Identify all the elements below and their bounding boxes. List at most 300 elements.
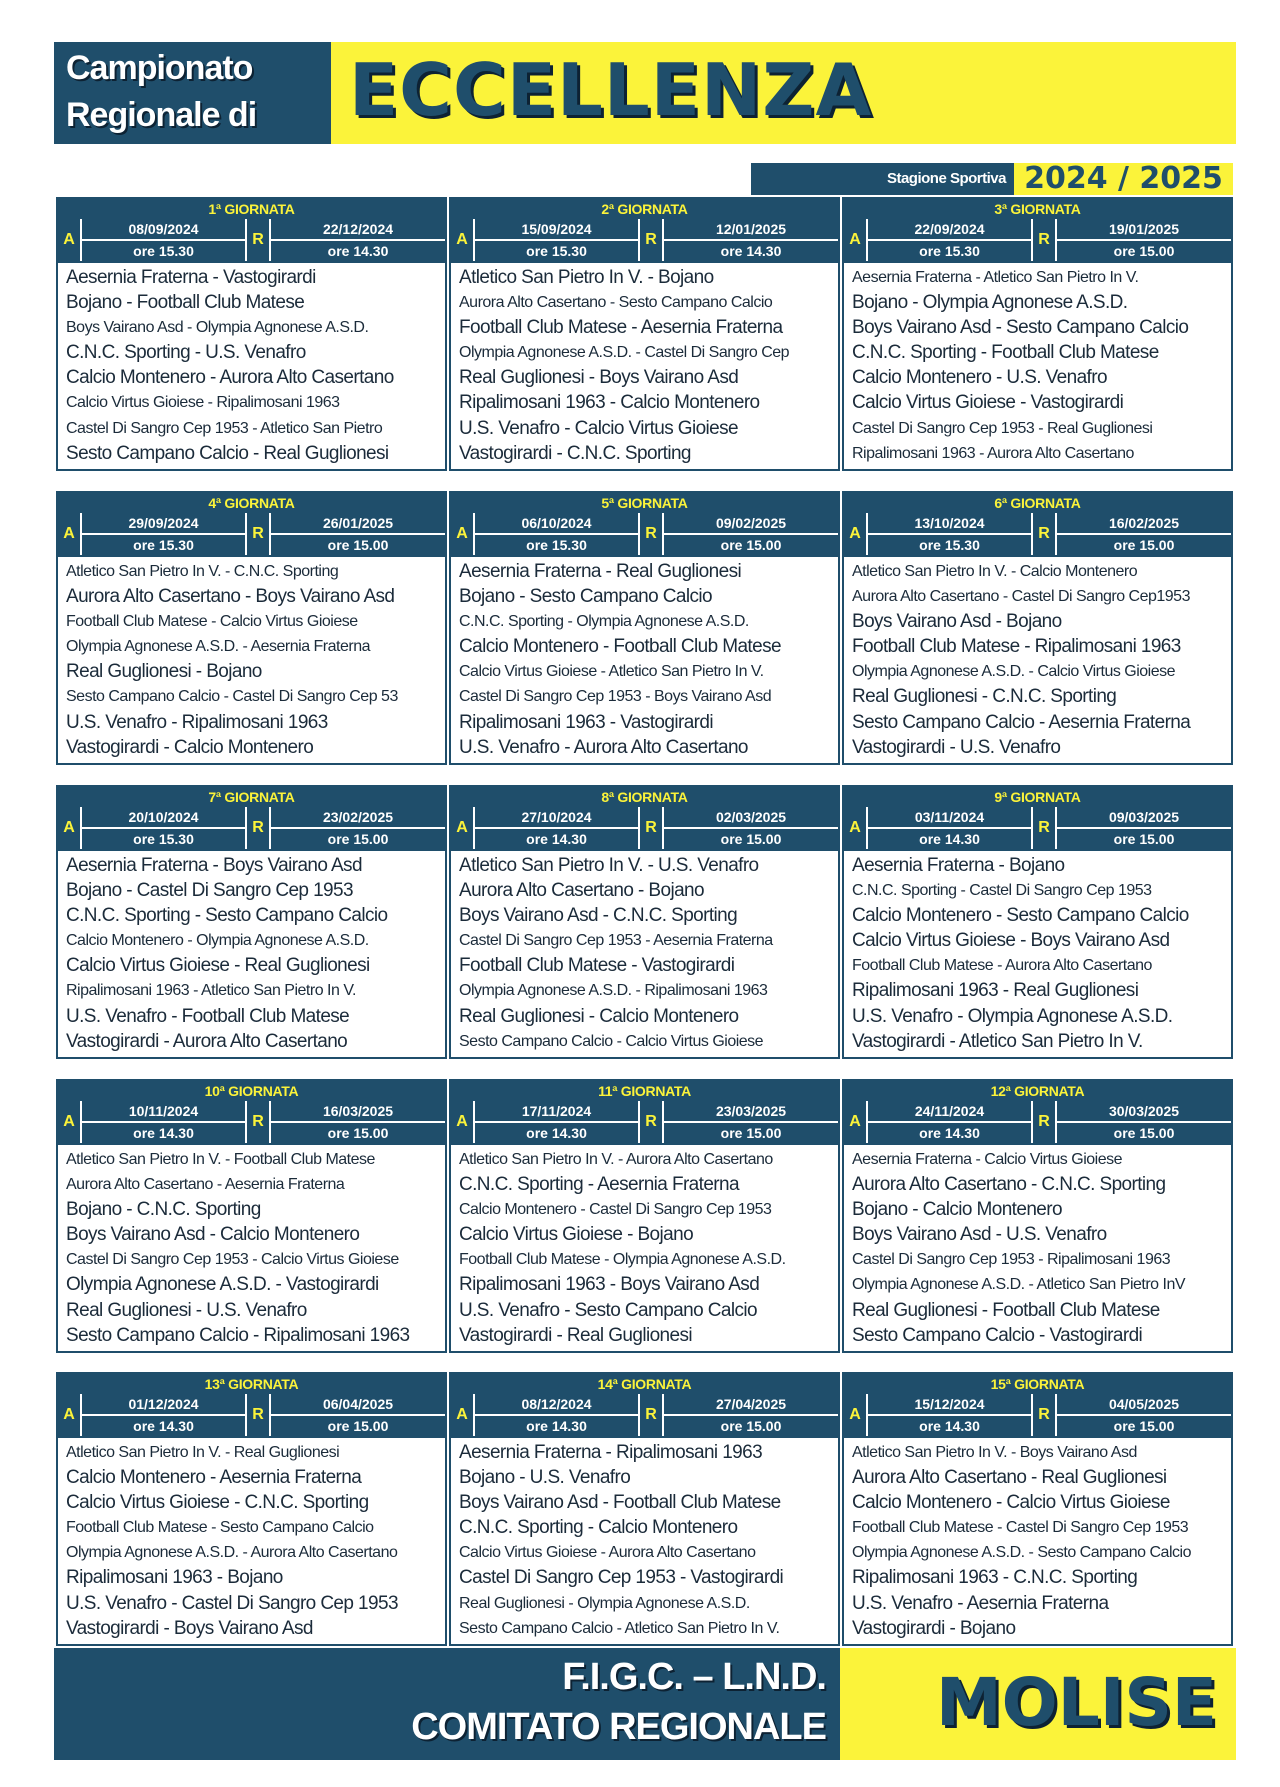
match-item: Real Guglionesi - Football Club Matese bbox=[852, 1299, 1160, 1321]
ritorno-date: 16/03/2025 bbox=[271, 1101, 445, 1123]
match-item: Football Club Matese - Sesto Campano Calcio bbox=[66, 1519, 374, 1537]
match-item: Olympia Agnonese A.S.D. - Calcio Virtus Gioiese bbox=[852, 663, 1176, 681]
andata-date-cell bbox=[475, 807, 638, 849]
match-item: Castel Di Sangro Cep 1953 - Ripalimosani 1963 bbox=[852, 1251, 1171, 1269]
ritorno-time: ore 15.00 bbox=[720, 537, 782, 553]
ritorno-time: ore 15.00 bbox=[1113, 831, 1175, 847]
match-item: Boys Vairano Asd - Calcio Montenero bbox=[66, 1224, 360, 1246]
match-item: Atletico San Pietro In V. - Calcio Montenero bbox=[852, 563, 1138, 580]
match-item: Boys Vairano Asd - C.N.C. Sporting bbox=[459, 905, 738, 927]
match-item: Football Club Matese - Aurora Alto Casertano bbox=[852, 957, 1152, 975]
ritorno-date: 27/04/2025 bbox=[664, 1394, 838, 1416]
footer-region: MOLISE bbox=[936, 1664, 1218, 1741]
match-item: Vastogirardi - Boys Vairano Asd bbox=[66, 1617, 313, 1639]
andata-date: 13/10/2024 bbox=[868, 513, 1031, 535]
match-item: Real Guglionesi - Calcio Montenero bbox=[459, 1005, 739, 1027]
match-item: Calcio Montenero - Football Club Matese bbox=[459, 636, 781, 658]
ritorno-date: 12/01/2025 bbox=[664, 219, 838, 241]
round-box bbox=[842, 1079, 1233, 1353]
match-item: Football Club Matese - Olympia Agnonese A.S.D. bbox=[459, 1251, 786, 1269]
ritorno-date-cell bbox=[1057, 219, 1231, 261]
round-dates bbox=[58, 807, 445, 851]
round-title: 7ª GIORNATA bbox=[58, 787, 445, 807]
footer-line2: COMITATO REGIONALE bbox=[411, 1706, 826, 1748]
round-box bbox=[449, 197, 840, 471]
round-title: 4ª GIORNATA bbox=[58, 493, 445, 513]
match-item: Real Guglionesi - Boys Vairano Asd bbox=[459, 367, 739, 389]
round-dates bbox=[451, 807, 838, 851]
andata-date-cell bbox=[82, 513, 245, 555]
andata-date: 10/11/2024 bbox=[82, 1101, 245, 1123]
andata-date-cell bbox=[82, 219, 245, 261]
match-item: Atletico San Pietro In V. - Bojano bbox=[459, 267, 714, 288]
round-title: 6ª GIORNATA bbox=[844, 493, 1231, 513]
ritorno-label: R bbox=[640, 807, 662, 849]
andata-date-cell bbox=[868, 219, 1031, 261]
match-item: Ripalimosani 1963 - C.N.C. Sporting bbox=[852, 1567, 1138, 1589]
ritorno-time: ore 15.00 bbox=[720, 1418, 782, 1434]
ritorno-date: 30/03/2025 bbox=[1057, 1101, 1231, 1123]
ritorno-date: 04/05/2025 bbox=[1057, 1394, 1231, 1416]
andata-label: A bbox=[58, 513, 80, 555]
match-item: Vastogirardi - Bojano bbox=[852, 1617, 1016, 1639]
match-item: Sesto Campano Calcio - Ripalimosani 1963 bbox=[66, 1324, 410, 1346]
match-item: Calcio Montenero - Olympia Agnonese A.S.D. bbox=[66, 932, 369, 950]
match-item: Football Club Matese - Vastogirardi bbox=[459, 955, 735, 977]
match-item: Aesernia Fraterna - Ripalimosani 1963 bbox=[459, 1442, 763, 1463]
ritorno-date: 23/03/2025 bbox=[664, 1101, 838, 1123]
andata-time: ore 15.30 bbox=[526, 243, 587, 259]
round-title: 2ª GIORNATA bbox=[451, 199, 838, 219]
match-item: U.S. Venafro - Castel Di Sangro Cep 1953 bbox=[66, 1592, 398, 1614]
match-item: Vastogirardi - U.S. Venafro bbox=[852, 736, 1061, 758]
round-dates bbox=[58, 1101, 445, 1145]
header-subtitle bbox=[54, 42, 331, 144]
match-item: Olympia Agnonese A.S.D. - Aurora Alto Casertano bbox=[66, 1544, 398, 1562]
round-dates bbox=[844, 807, 1231, 851]
round-box bbox=[449, 1372, 840, 1646]
match-item: Olympia Agnonese A.S.D. - Sesto Campano Calcio bbox=[852, 1544, 1191, 1562]
match-item: Aurora Alto Casertano - Sesto Campano Calcio bbox=[459, 294, 773, 312]
match-item: Vastogirardi - C.N.C. Sporting bbox=[459, 442, 691, 464]
ritorno-label: R bbox=[1033, 219, 1055, 261]
round-dates bbox=[58, 513, 445, 557]
match-item: Boys Vairano Asd - Sesto Campano Calcio bbox=[852, 317, 1189, 339]
ritorno-date: 09/02/2025 bbox=[664, 513, 838, 535]
match-item: Calcio Virtus Gioiese - Aurora Alto Casertano bbox=[459, 1544, 756, 1562]
match-item: C.N.C. Sporting - Sesto Campano Calcio bbox=[66, 905, 388, 927]
andata-label: A bbox=[844, 219, 866, 261]
match-item: Ripalimosani 1963 - Vastogirardi bbox=[459, 711, 713, 733]
match-item: Castel Di Sangro Cep 1953 - Aesernia Fraterna bbox=[459, 932, 773, 950]
andata-date: 29/09/2024 bbox=[82, 513, 245, 535]
match-item: Aurora Alto Casertano - Castel Di Sangro Cep1953 bbox=[852, 588, 1190, 606]
ritorno-time: ore 15.00 bbox=[327, 1418, 389, 1434]
season-banner bbox=[751, 163, 1233, 195]
match-list bbox=[844, 263, 1231, 466]
match-list bbox=[58, 1145, 445, 1348]
match-item: Castel Di Sangro Cep 1953 - Boys Vairano Asd bbox=[459, 688, 772, 706]
match-list bbox=[844, 1438, 1231, 1641]
match-item: Sesto Campano Calcio - Real Guglionesi bbox=[66, 442, 389, 464]
match-list bbox=[58, 557, 445, 760]
match-item: Aesernia Fraterna - Bojano bbox=[852, 855, 1065, 876]
match-item: Olympia Agnonese A.S.D. - Ripalimosani 1963 bbox=[459, 982, 768, 1000]
round-box bbox=[842, 1372, 1233, 1646]
match-list bbox=[451, 263, 838, 466]
match-item: Olympia Agnonese A.S.D. - Vastogirardi bbox=[66, 1274, 379, 1296]
round-dates bbox=[844, 219, 1231, 263]
ritorno-date-cell bbox=[664, 513, 838, 555]
match-item: Sesto Campano Calcio - Castel Di Sangro Cep 53 bbox=[66, 688, 398, 706]
match-item: Sesto Campano Calcio - Aesernia Fraterna bbox=[852, 711, 1191, 733]
andata-time: ore 15.30 bbox=[919, 537, 980, 553]
andata-time: ore 14.30 bbox=[526, 1418, 587, 1434]
ritorno-date-cell bbox=[271, 807, 445, 849]
round-title: 8ª GIORNATA bbox=[451, 787, 838, 807]
ritorno-date-cell bbox=[1057, 1394, 1231, 1436]
match-item: Atletico San Pietro In V. - U.S. Venafro bbox=[459, 855, 759, 876]
andata-label: A bbox=[844, 1394, 866, 1436]
andata-date: 17/11/2024 bbox=[475, 1101, 638, 1123]
round-dates bbox=[844, 513, 1231, 557]
ritorno-date-cell bbox=[664, 1101, 838, 1143]
match-item: Aurora Alto Casertano - Bojano bbox=[459, 880, 704, 902]
andata-label: A bbox=[58, 807, 80, 849]
match-item: Vastogirardi - Aurora Alto Casertano bbox=[66, 1030, 348, 1052]
match-item: Sesto Campano Calcio - Calcio Virtus Gioiese bbox=[459, 1032, 764, 1050]
ritorno-label: R bbox=[640, 513, 662, 555]
round-title: 10ª GIORNATA bbox=[58, 1081, 445, 1101]
ritorno-date: 16/02/2025 bbox=[1057, 513, 1231, 535]
round-dates bbox=[844, 1394, 1231, 1438]
round-dates bbox=[451, 1101, 838, 1145]
andata-time: ore 15.30 bbox=[133, 831, 194, 847]
andata-date: 15/09/2024 bbox=[475, 219, 638, 241]
andata-time: ore 14.30 bbox=[919, 1125, 980, 1141]
header-line1: Campionato bbox=[66, 49, 253, 87]
round-title: 1ª GIORNATA bbox=[58, 199, 445, 219]
andata-label: A bbox=[844, 1101, 866, 1143]
header-line2: Regionale di bbox=[66, 96, 257, 134]
match-item: Aurora Alto Casertano - Aesernia Fraterna bbox=[66, 1176, 345, 1194]
round-box bbox=[56, 491, 447, 765]
match-item: U.S. Venafro - Ripalimosani 1963 bbox=[66, 711, 328, 733]
andata-date-cell bbox=[475, 219, 638, 261]
match-item: Ripalimosani 1963 - Boys Vairano Asd bbox=[459, 1274, 760, 1296]
match-list bbox=[451, 1438, 838, 1641]
match-item: Sesto Campano Calcio - Vastogirardi bbox=[852, 1324, 1143, 1346]
match-item: Football Club Matese - Calcio Virtus Gioiese bbox=[66, 613, 358, 631]
ritorno-time: ore 15.00 bbox=[327, 1125, 389, 1141]
match-item: C.N.C. Sporting - Olympia Agnonese A.S.D. bbox=[459, 613, 749, 631]
round-box bbox=[449, 491, 840, 765]
round-title: 14ª GIORNATA bbox=[451, 1374, 838, 1394]
match-item: Boys Vairano Asd - Olympia Agnonese A.S.D. bbox=[66, 319, 369, 337]
andata-label: A bbox=[844, 513, 866, 555]
match-list bbox=[844, 851, 1231, 1054]
ritorno-label: R bbox=[247, 513, 269, 555]
round-box bbox=[842, 197, 1233, 471]
match-item: U.S. Venafro - Calcio Virtus Gioiese bbox=[459, 417, 739, 439]
andata-date-cell bbox=[868, 513, 1031, 555]
andata-time: ore 15.30 bbox=[526, 537, 587, 553]
ritorno-time: ore 14.30 bbox=[327, 243, 389, 259]
ritorno-date-cell bbox=[1057, 513, 1231, 555]
ritorno-label: R bbox=[640, 1394, 662, 1436]
match-list bbox=[58, 263, 445, 466]
match-item: Bojano - Football Club Matese bbox=[66, 292, 305, 314]
match-item: Aurora Alto Casertano - C.N.C. Sporting bbox=[852, 1174, 1166, 1196]
match-item: Calcio Montenero - Sesto Campano Calcio bbox=[852, 905, 1189, 927]
andata-date: 24/11/2024 bbox=[868, 1101, 1031, 1123]
andata-date: 06/10/2024 bbox=[475, 513, 638, 535]
match-item: Calcio Montenero - U.S. Venafro bbox=[852, 367, 1107, 389]
match-item: Calcio Montenero - Aurora Alto Casertano bbox=[66, 367, 394, 389]
match-item: Real Guglionesi - C.N.C. Sporting bbox=[852, 686, 1117, 708]
ritorno-date: 02/03/2025 bbox=[664, 807, 838, 829]
andata-date-cell bbox=[868, 1394, 1031, 1436]
round-box bbox=[56, 197, 447, 471]
ritorno-label: R bbox=[640, 219, 662, 261]
match-item: C.N.C. Sporting - U.S. Venafro bbox=[66, 342, 306, 364]
andata-date-cell bbox=[868, 807, 1031, 849]
andata-date: 08/09/2024 bbox=[82, 219, 245, 241]
match-list bbox=[451, 851, 838, 1054]
match-item: Atletico San Pietro In V. - C.N.C. Sporting bbox=[66, 563, 339, 580]
match-item: Calcio Virtus Gioiese - Ripalimosani 1963 bbox=[66, 394, 340, 412]
round-box bbox=[449, 1079, 840, 1353]
round-title: 9ª GIORNATA bbox=[844, 787, 1231, 807]
andata-label: A bbox=[58, 219, 80, 261]
ritorno-label: R bbox=[247, 1101, 269, 1143]
ritorno-time: ore 15.00 bbox=[327, 537, 389, 553]
ritorno-date-cell bbox=[664, 1394, 838, 1436]
ritorno-label: R bbox=[247, 1394, 269, 1436]
ritorno-date-cell bbox=[1057, 1101, 1231, 1143]
match-item: Vastogirardi - Atletico San Pietro In V. bbox=[852, 1030, 1143, 1052]
ritorno-date-cell bbox=[271, 1101, 445, 1143]
ritorno-date-cell bbox=[664, 219, 838, 261]
andata-time: ore 14.30 bbox=[526, 831, 587, 847]
match-item: Calcio Montenero - Calcio Virtus Gioiese bbox=[852, 1492, 1170, 1514]
match-item: Ripalimosani 1963 - Real Guglionesi bbox=[852, 980, 1139, 1002]
andata-time: ore 14.30 bbox=[919, 831, 980, 847]
header-title-box bbox=[331, 42, 1236, 144]
ritorno-time: ore 15.00 bbox=[720, 831, 782, 847]
round-title: 5ª GIORNATA bbox=[451, 493, 838, 513]
match-list bbox=[451, 1145, 838, 1348]
match-item: Bojano - C.N.C. Sporting bbox=[66, 1199, 261, 1221]
match-item: U.S. Venafro - Sesto Campano Calcio bbox=[459, 1299, 757, 1321]
match-item: Boys Vairano Asd - Football Club Matese bbox=[459, 1492, 781, 1514]
andata-time: ore 14.30 bbox=[919, 1418, 980, 1434]
andata-label: A bbox=[451, 807, 473, 849]
round-dates bbox=[58, 1394, 445, 1438]
match-item: Atletico San Pietro In V. - Football Club Matese bbox=[66, 1151, 375, 1168]
ritorno-label: R bbox=[1033, 807, 1055, 849]
match-item: Real Guglionesi - U.S. Venafro bbox=[66, 1299, 307, 1321]
andata-time: ore 14.30 bbox=[133, 1418, 194, 1434]
match-item: Football Club Matese - Aesernia Fraterna bbox=[459, 317, 783, 339]
andata-time: ore 14.30 bbox=[133, 1125, 194, 1141]
andata-date-cell bbox=[475, 1101, 638, 1143]
ritorno-date-cell bbox=[664, 807, 838, 849]
andata-date-cell bbox=[475, 513, 638, 555]
match-item: Castel Di Sangro Cep 1953 - Atletico San Pietro bbox=[66, 419, 383, 437]
round-box bbox=[56, 785, 447, 1059]
ritorno-date: 19/01/2025 bbox=[1057, 219, 1231, 241]
match-item: Calcio Montenero - Castel Di Sangro Cep 1953 bbox=[459, 1201, 772, 1219]
andata-date: 27/10/2024 bbox=[475, 807, 638, 829]
match-item: C.N.C. Sporting - Aesernia Fraterna bbox=[459, 1174, 739, 1196]
page-title: ECCELLENZA bbox=[349, 48, 873, 132]
match-item: Bojano - U.S. Venafro bbox=[459, 1467, 631, 1489]
ritorno-date-cell bbox=[271, 513, 445, 555]
round-box bbox=[842, 491, 1233, 765]
ritorno-time: ore 15.00 bbox=[1113, 537, 1175, 553]
match-item: Aesernia Fraterna - Calcio Virtus Gioiese bbox=[852, 1151, 1122, 1168]
match-item: Olympia Agnonese A.S.D. - Castel Di Sangro Cep bbox=[459, 344, 790, 362]
andata-time: ore 15.30 bbox=[133, 537, 194, 553]
match-item: Castel Di Sangro Cep 1953 - Vastogirardi bbox=[459, 1567, 784, 1589]
match-item: Boys Vairano Asd - Bojano bbox=[852, 611, 1062, 633]
round-dates bbox=[451, 513, 838, 557]
ritorno-label: R bbox=[247, 219, 269, 261]
match-item: Vastogirardi - Real Guglionesi bbox=[459, 1324, 692, 1346]
andata-time: ore 15.30 bbox=[919, 243, 980, 259]
ritorno-label: R bbox=[640, 1101, 662, 1143]
match-item: U.S. Venafro - Aesernia Fraterna bbox=[852, 1592, 1109, 1614]
ritorno-label: R bbox=[247, 807, 269, 849]
match-item: Aesernia Fraterna - Atletico San Pietro In V. bbox=[852, 269, 1139, 286]
footer-line1: F.I.G.C. – L.N.D. bbox=[562, 1656, 826, 1698]
match-item: Aurora Alto Casertano - Boys Vairano Asd bbox=[66, 586, 395, 608]
andata-date-cell bbox=[868, 1101, 1031, 1143]
match-list bbox=[58, 851, 445, 1054]
ritorno-label: R bbox=[1033, 513, 1055, 555]
ritorno-time: ore 14.30 bbox=[720, 243, 782, 259]
ritorno-date: 26/01/2025 bbox=[271, 513, 445, 535]
footer-region-box bbox=[840, 1648, 1236, 1760]
match-item: Bojano - Sesto Campano Calcio bbox=[459, 586, 712, 608]
andata-date: 15/12/2024 bbox=[868, 1394, 1031, 1416]
match-item: C.N.C. Sporting - Castel Di Sangro Cep 1953 bbox=[852, 882, 1152, 900]
match-item: Atletico San Pietro In V. - Aurora Alto Casertano bbox=[459, 1151, 773, 1168]
match-item: Bojano - Olympia Agnonese A.S.D. bbox=[852, 292, 1128, 314]
match-item: Calcio Virtus Gioiese - Atletico San Pietro In V. bbox=[459, 663, 764, 681]
andata-date: 20/10/2024 bbox=[82, 807, 245, 829]
match-item: Ripalimosani 1963 - Bojano bbox=[66, 1567, 283, 1589]
match-item: Aurora Alto Casertano - Real Guglionesi bbox=[852, 1467, 1167, 1489]
ritorno-date: 23/02/2025 bbox=[271, 807, 445, 829]
match-item: C.N.C. Sporting - Football Club Matese bbox=[852, 342, 1159, 364]
ritorno-time: ore 15.00 bbox=[1113, 243, 1175, 259]
round-dates bbox=[451, 219, 838, 263]
match-item: Ripalimosani 1963 - Atletico San Pietro In V. bbox=[66, 982, 356, 1000]
match-item: Castel Di Sangro Cep 1953 - Real Guglionesi bbox=[852, 419, 1153, 437]
match-item: Bojano - Calcio Montenero bbox=[852, 1199, 1062, 1221]
match-item: Olympia Agnonese A.S.D. - Aesernia Fraterna bbox=[66, 638, 370, 656]
match-item: Aesernia Fraterna - Real Guglionesi bbox=[459, 561, 742, 582]
match-item: Football Club Matese - Castel Di Sangro Cep 1953 bbox=[852, 1519, 1189, 1537]
round-dates bbox=[58, 219, 445, 263]
ritorno-label: R bbox=[1033, 1394, 1055, 1436]
andata-label: A bbox=[844, 807, 866, 849]
match-item: Castel Di Sangro Cep 1953 - Calcio Virtus Gioiese bbox=[66, 1251, 399, 1269]
match-item: Real Guglionesi - Olympia Agnonese A.S.D. bbox=[459, 1594, 750, 1612]
season-years: 2024 / 2025 bbox=[1014, 163, 1233, 195]
round-box bbox=[56, 1079, 447, 1353]
round-dates bbox=[451, 1394, 838, 1438]
match-list bbox=[844, 1145, 1231, 1348]
andata-date-cell bbox=[82, 1101, 245, 1143]
match-item: C.N.C. Sporting - Calcio Montenero bbox=[459, 1517, 738, 1539]
andata-date: 03/11/2024 bbox=[868, 807, 1031, 829]
round-box bbox=[56, 1372, 447, 1646]
andata-time: ore 14.30 bbox=[526, 1125, 587, 1141]
match-item: Ripalimosani 1963 - Calcio Montenero bbox=[459, 392, 760, 414]
andata-time: ore 15.30 bbox=[133, 243, 194, 259]
round-box bbox=[449, 785, 840, 1059]
footer-organization bbox=[54, 1648, 840, 1760]
match-item: Sesto Campano Calcio - Atletico San Pietro In V. bbox=[459, 1619, 780, 1637]
andata-date-cell bbox=[82, 1394, 245, 1436]
ritorno-time: ore 15.00 bbox=[1113, 1125, 1175, 1141]
match-item: Calcio Virtus Gioiese - Boys Vairano Asd bbox=[852, 930, 1170, 952]
round-box bbox=[842, 785, 1233, 1059]
match-item: Olympia Agnonese A.S.D. - Atletico San Pietro InV bbox=[852, 1276, 1186, 1294]
match-item: Boys Vairano Asd - U.S. Venafro bbox=[852, 1224, 1107, 1246]
andata-date: 01/12/2024 bbox=[82, 1394, 245, 1416]
ritorno-time: ore 15.00 bbox=[1113, 1418, 1175, 1434]
match-item: U.S. Venafro - Olympia Agnonese A.S.D. bbox=[852, 1005, 1173, 1027]
ritorno-label: R bbox=[1033, 1101, 1055, 1143]
ritorno-date-cell bbox=[271, 1394, 445, 1436]
andata-label: A bbox=[58, 1101, 80, 1143]
round-title: 11ª GIORNATA bbox=[451, 1081, 838, 1101]
match-item: Atletico San Pietro In V. - Real Guglionesi bbox=[66, 1444, 340, 1461]
match-item: Aesernia Fraterna - Vastogirardi bbox=[66, 267, 316, 288]
match-item: Calcio Montenero - Aesernia Fraterna bbox=[66, 1467, 362, 1489]
andata-date-cell bbox=[475, 1394, 638, 1436]
round-title: 15ª GIORNATA bbox=[844, 1374, 1231, 1394]
andata-date-cell bbox=[82, 807, 245, 849]
andata-label: A bbox=[451, 1101, 473, 1143]
match-item: U.S. Venafro - Aurora Alto Casertano bbox=[459, 736, 748, 758]
round-dates bbox=[844, 1101, 1231, 1145]
ritorno-date: 09/03/2025 bbox=[1057, 807, 1231, 829]
match-item: Vastogirardi - Calcio Montenero bbox=[66, 736, 314, 758]
andata-date: 22/09/2024 bbox=[868, 219, 1031, 241]
ritorno-time: ore 15.00 bbox=[327, 831, 389, 847]
andata-label: A bbox=[451, 219, 473, 261]
match-item: Calcio Virtus Gioiese - C.N.C. Sporting bbox=[66, 1492, 369, 1514]
round-title: 3ª GIORNATA bbox=[844, 199, 1231, 219]
match-item: Ripalimosani 1963 - Aurora Alto Casertano bbox=[852, 444, 1134, 462]
ritorno-date: 06/04/2025 bbox=[271, 1394, 445, 1416]
match-item: Real Guglionesi - Bojano bbox=[66, 661, 262, 683]
andata-label: A bbox=[451, 513, 473, 555]
andata-label: A bbox=[451, 1394, 473, 1436]
match-list bbox=[58, 1438, 445, 1641]
match-list bbox=[451, 557, 838, 760]
round-title: 13ª GIORNATA bbox=[58, 1374, 445, 1394]
match-item: Football Club Matese - Ripalimosani 1963 bbox=[852, 636, 1181, 658]
season-label: Stagione Sportiva bbox=[751, 163, 1014, 195]
match-list bbox=[844, 557, 1231, 760]
andata-label: A bbox=[58, 1394, 80, 1436]
